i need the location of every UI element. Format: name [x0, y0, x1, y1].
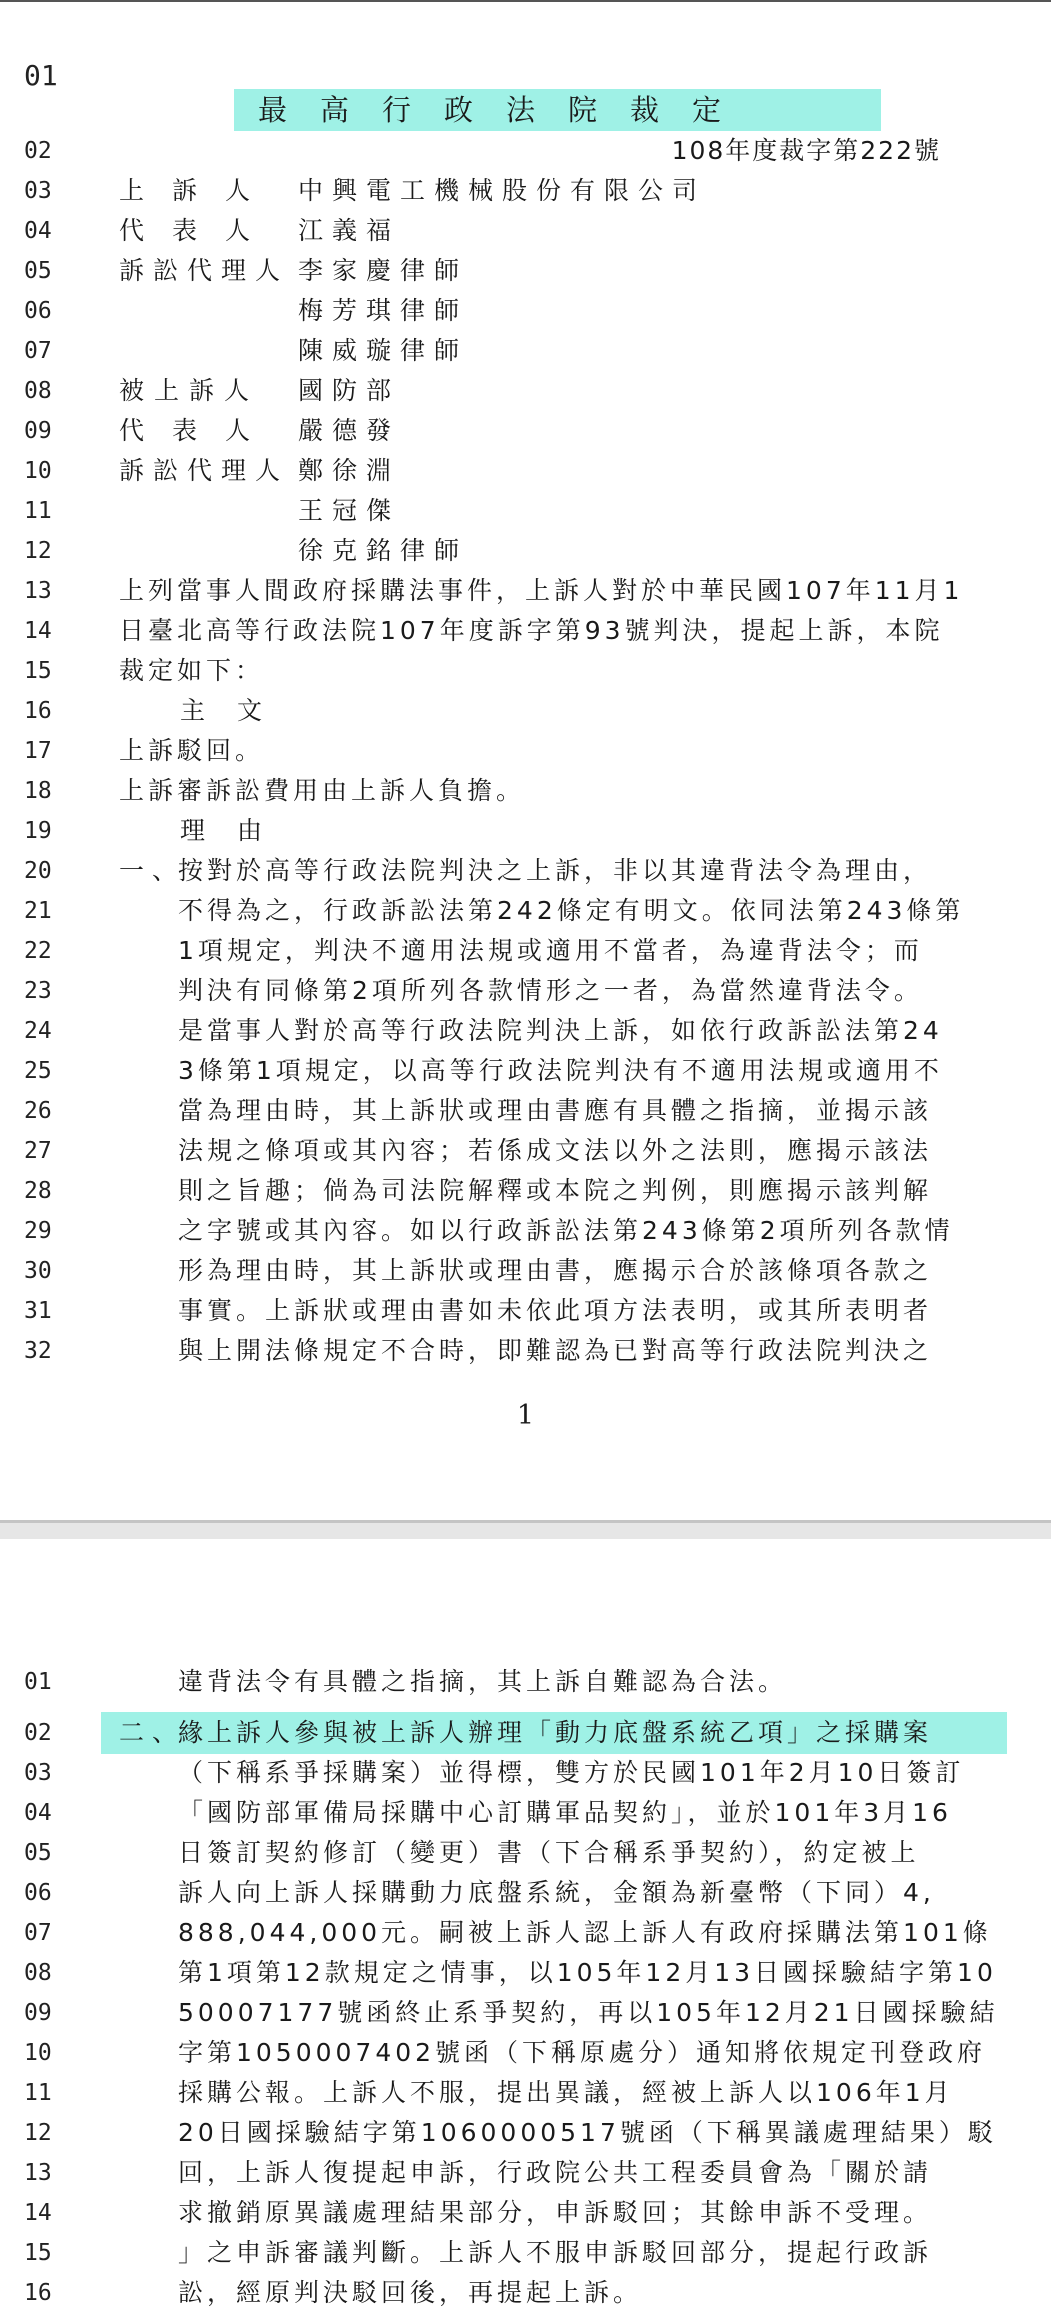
- reason-1-line: [0, 1091, 1051, 1131]
- reason-2-line: [0, 2153, 1051, 2193]
- body-text: 不得為之，行政訴訟法第242條定有明文。依同法第243條第: [178, 896, 965, 925]
- line-number: 11: [24, 498, 52, 524]
- reason-2-line: [0, 2193, 1051, 2233]
- party-row: [0, 371, 1051, 411]
- body-text: 緣上訴人參與被上訴人辦理「動力底盤系統乙項」之採購案: [178, 1718, 933, 1747]
- line-number: 03: [24, 178, 52, 204]
- line-number: 13: [24, 578, 52, 604]
- body-text: 回，上訴人復提起申訴，行政院公共工程委員會為「關於請: [178, 2158, 933, 2187]
- party-name: 王冠傑: [298, 496, 401, 525]
- case-number: 108年度裁字第222號: [671, 136, 941, 165]
- reason-2-line: [0, 1833, 1051, 1873]
- reason-1-line: [0, 931, 1051, 971]
- body-text: 」之申訴審議判斷。上訴人不服申訴駁回部分，提起行政訴: [178, 2238, 933, 2267]
- line-number: 10: [24, 458, 52, 484]
- reason-2-line: [0, 2233, 1051, 2273]
- line-number: 10: [24, 2040, 52, 2066]
- line-number: 30: [24, 1258, 52, 1284]
- line-number: 03: [24, 1760, 52, 1786]
- body-text: 法規之條項或其內容；若係成文法以外之法則，應揭示該法: [178, 1136, 933, 1165]
- page-top-border: [0, 0, 1051, 2]
- body-text: 求撤銷原異議處理結果部分，申訴駁回；其餘申訴不受理。: [178, 2198, 933, 2227]
- body-text: 訟，經原判決駁回後，再提起上訴。: [178, 2278, 643, 2307]
- reason-1-line: [0, 1171, 1051, 1211]
- line-number: 09: [24, 2000, 52, 2026]
- line-number: 02: [24, 1720, 52, 1746]
- body-text: 日臺北高等行政法院107年度訴字第93號判決，提起上訴，本院: [119, 616, 944, 645]
- body-text: 「國防部軍備局採購中心訂購軍品契約」，並於101年3月16: [178, 1798, 952, 1827]
- body-text: 按對於高等行政法院判決之上訴，非以其違背法令為理由，: [178, 856, 933, 885]
- body-text: （下稱系爭採購案）並得標，雙方於民國101年2月10日簽訂: [178, 1758, 965, 1787]
- preamble-line: [0, 651, 1051, 691]
- reason-2-line: [0, 1753, 1051, 1793]
- line-number: 29: [24, 1218, 52, 1244]
- body-text: 20日國採驗結字第1060000517號函（下稱異議處理結果）駁: [178, 2118, 997, 2147]
- line-number: 27: [24, 1138, 52, 1164]
- reason-1-line: [0, 891, 1051, 931]
- preamble-line: [0, 571, 1051, 611]
- party-name: 嚴德發: [298, 416, 401, 445]
- line-number: 09: [24, 418, 52, 444]
- party-name: 中興電工機械股份有限公司: [298, 176, 707, 205]
- line-number: 06: [24, 1880, 52, 1906]
- line-number: 08: [24, 1960, 52, 1986]
- line-number: 06: [24, 298, 52, 324]
- body-text: 888,044,000元。嗣被上訴人認上訴人有政府採購法第101條: [178, 1918, 992, 1947]
- line-number: 04: [24, 218, 52, 244]
- party-name: 鄭徐淵: [298, 456, 401, 485]
- party-row: [0, 291, 1051, 331]
- line-number: 15: [24, 2240, 52, 2266]
- reason-1-marker: 一、: [119, 856, 186, 885]
- body-text: 3條第1項規定，以高等行政法院判決有不適用法規或適用不: [178, 1056, 943, 1085]
- body-text: 上訴駁回。: [119, 736, 265, 765]
- page-separator: [0, 1520, 1051, 1539]
- reason-1-line: [0, 851, 1051, 891]
- body-text: 違背法令有具體之指摘，其上訴自難認為合法。: [178, 1667, 788, 1696]
- body-text: 則之旨趣；倘為司法院解釋或本院之判例，則應揭示該判解: [178, 1176, 933, 1205]
- line-number: 01: [24, 59, 58, 92]
- body-text: 裁定如下：: [119, 656, 265, 685]
- party-label: 代表人: [119, 416, 279, 445]
- line-number: 14: [24, 2200, 52, 2226]
- party-row: [0, 251, 1051, 291]
- line-number: 14: [24, 618, 52, 644]
- line-number: 25: [24, 1058, 52, 1084]
- body-text: 形為理由時，其上訴狀或理由書，應揭示合於該條項各款之: [178, 1256, 933, 1285]
- reason-2-line: [0, 1913, 1051, 1953]
- line-number: 02: [24, 138, 52, 164]
- line-number: 12: [24, 2120, 52, 2146]
- reason-2-line: [0, 1993, 1051, 2033]
- line-number: 16: [24, 2280, 52, 2306]
- page-number: 1: [516, 1400, 535, 1431]
- line-number: 08: [24, 378, 52, 404]
- line-number: 22: [24, 938, 52, 964]
- party-name: 徐克銘律師: [298, 536, 469, 565]
- line-number: 13: [24, 2160, 52, 2186]
- reason-2-line: [0, 1793, 1051, 1833]
- line-number: 20: [24, 858, 52, 884]
- party-row: [0, 331, 1051, 371]
- body-text: 採購公報。上訴人不服，提出異議，經被上訴人以106年1月: [178, 2078, 954, 2107]
- body-text: 上訴審訴訟費用由上訴人負擔。: [119, 776, 526, 805]
- page-2-line: [0, 1662, 1051, 1702]
- line-number: 26: [24, 1098, 52, 1124]
- line-number: 32: [24, 1338, 52, 1364]
- body-text: 訴人向上訴人採購動力底盤系統，金額為新臺幣（下同）4,: [178, 1878, 935, 1907]
- party-row: [0, 211, 1051, 251]
- body-text: 當為理由時，其上訴狀或理由書應有具體之指摘，並揭示該: [178, 1096, 933, 1125]
- line-number: 12: [24, 538, 52, 564]
- line-number: 17: [24, 738, 52, 764]
- line-number: 04: [24, 1800, 52, 1826]
- body-text: 上列當事人間政府採購法事件，上訴人對於中華民國107年11月1: [119, 576, 964, 605]
- reason-1-line: [0, 1331, 1051, 1371]
- party-row: [0, 531, 1051, 571]
- party-name: 國防部: [298, 376, 401, 405]
- party-row: [0, 411, 1051, 451]
- reason-heading: 理由: [180, 816, 295, 845]
- line-number: 05: [24, 258, 52, 284]
- line-number: 11: [24, 2080, 52, 2106]
- line-number: 23: [24, 978, 52, 1004]
- reason-2-line: [0, 2113, 1051, 2153]
- party-row: [0, 451, 1051, 491]
- main-heading-line: [0, 691, 1051, 731]
- reason-1-line: [0, 971, 1051, 1011]
- reason-2-line: [0, 1873, 1051, 1913]
- party-label: 訴訟代理人: [119, 256, 290, 285]
- reason-1-line: [0, 1211, 1051, 1251]
- line-number: 24: [24, 1018, 52, 1044]
- line-number: 19: [24, 818, 52, 844]
- preamble-line: [0, 611, 1051, 651]
- body-text: 字第1050007402號函（下稱原處分）通知將依規定刊登政府: [178, 2038, 987, 2067]
- reason-2-line: [0, 2073, 1051, 2113]
- line-number: 18: [24, 778, 52, 804]
- line-number: 28: [24, 1178, 52, 1204]
- line-number: 07: [24, 1920, 52, 1946]
- line-02: [0, 131, 1051, 171]
- party-label: 代表人: [119, 216, 279, 245]
- main-text-line: [0, 771, 1051, 811]
- party-label: 訴訟代理人: [119, 456, 290, 485]
- body-text: 與上開法條規定不合時，即難認為已對高等行政法院判決之: [178, 1336, 933, 1365]
- body-text: 50007177號函終止系爭契約，再以105年12月21日國採驗結: [178, 1998, 999, 2027]
- party-name: 陳威璇律師: [298, 336, 469, 365]
- body-text: 1項規定，判決不適用法規或適用不當者，為違背法令；而: [178, 936, 923, 965]
- court-title: 最高行政法院裁定: [258, 93, 755, 127]
- reason-1-line: [0, 1291, 1051, 1331]
- main-text-line: [0, 731, 1051, 771]
- body-text: 是當事人對於高等行政法院判決上訴，如依行政訴訟法第24: [178, 1016, 943, 1045]
- reason-2-line: [0, 2033, 1051, 2073]
- main-heading: 主文: [180, 696, 295, 725]
- party-name: 江義福: [298, 216, 401, 245]
- party-row: [0, 491, 1051, 531]
- party-label: 上訴人: [119, 176, 279, 205]
- party-name: 李家慶律師: [298, 256, 469, 285]
- line-number: 21: [24, 898, 52, 924]
- body-text: 日簽訂契約修訂（變更）書（下合稱系爭契約），約定被上: [178, 1838, 920, 1867]
- reason-2-line: [0, 2273, 1051, 2313]
- body-text: 之字號或其內容。如以行政訴訟法第243條第2項所列各款情: [178, 1216, 954, 1245]
- line-number: 31: [24, 1298, 52, 1324]
- reason-1-line: [0, 1011, 1051, 1051]
- line-number: 15: [24, 658, 52, 684]
- reason-1-line: [0, 1251, 1051, 1291]
- reason-2-marker: 二、: [119, 1718, 186, 1747]
- reason-2-line: [0, 1713, 1051, 1753]
- body-text: 第1項第12款規定之情事，以105年12月13日國採驗結字第10: [178, 1958, 997, 1987]
- line-number: 01: [24, 1669, 52, 1695]
- reason-heading-line: [0, 811, 1051, 851]
- party-row: [0, 171, 1051, 211]
- reason-1-line: [0, 1051, 1051, 1091]
- party-label: 被上訴人: [119, 376, 260, 405]
- line-number: 07: [24, 338, 52, 364]
- body-text: 事實。上訴狀或理由書如未依此項方法表明，或其所表明者: [178, 1296, 933, 1325]
- reason-1-line: [0, 1131, 1051, 1171]
- body-text: 判決有同條第2項所列各款情形之一者，為當然違背法令。: [178, 976, 923, 1005]
- line-number: 05: [24, 1840, 52, 1866]
- line-number: 16: [24, 698, 52, 724]
- reason-2-line: [0, 1953, 1051, 1993]
- party-name: 梅芳琪律師: [298, 296, 469, 325]
